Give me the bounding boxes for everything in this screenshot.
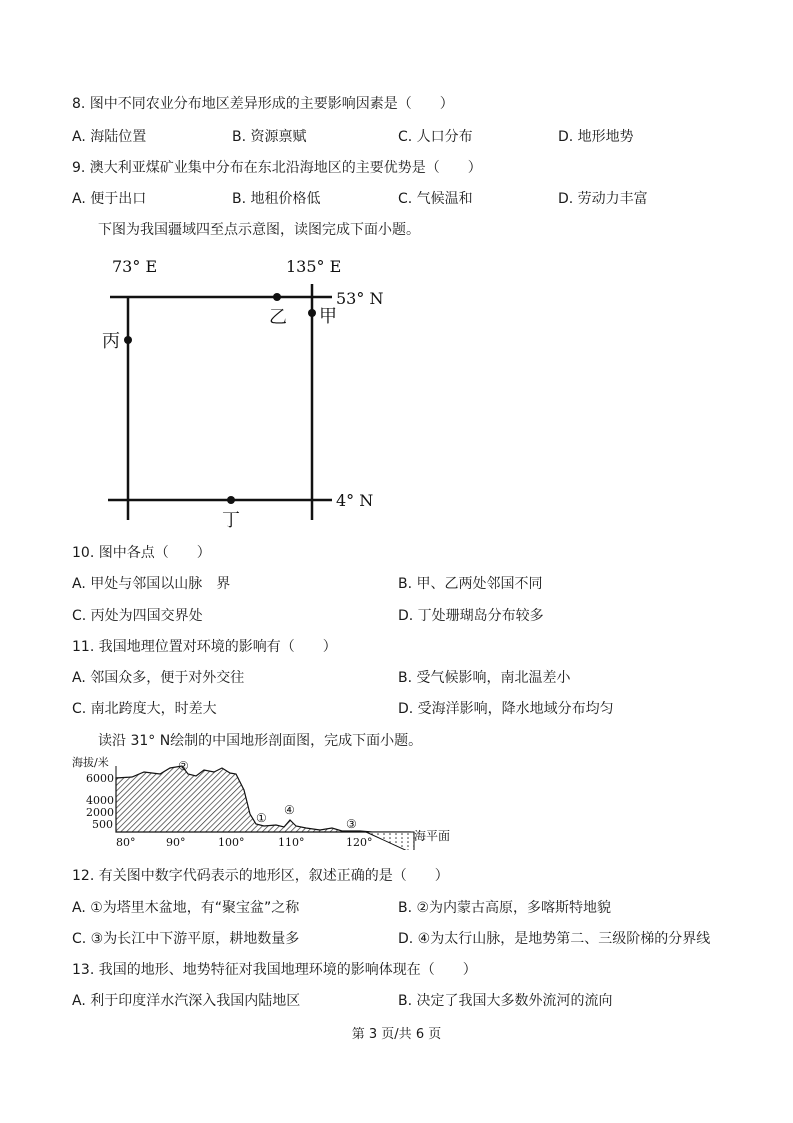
profile-xtick-110: 110° — [278, 836, 305, 849]
question-10-stem: 10. 图中各点（ ） — [72, 545, 211, 561]
point-bing-dot — [124, 336, 132, 344]
profile-marker-1: ① — [256, 811, 267, 825]
question-12-option-c: C. ③为长江中下游平原，耕地数量多 — [72, 931, 300, 947]
question-11-option-c: C. 南北跨度大，时差大 — [72, 701, 217, 717]
profile-intro-text: 读沿 31° N绘制的中国地形剖面图，完成下面小题。 — [98, 733, 423, 749]
question-9-stem: 9. 澳大利亚煤矿业集中分布在东北沿海地区的主要优势是（ ） — [72, 160, 482, 176]
question-10-option-b: B. 甲、乙两处邻国不同 — [398, 576, 543, 592]
lat-top-label: 53° N — [336, 289, 384, 308]
profile-xtick-80: 80° — [116, 836, 136, 849]
question-11-option-a: A. 邻国众多，便于对外交往 — [72, 670, 245, 686]
question-10-option-c: C. 丙处为四国交界处 — [72, 608, 203, 624]
question-12-option-a: A. ①为塔里木盆地，有“聚宝盆”之称 — [72, 900, 300, 916]
question-9-option-a: A. 便于出口 — [72, 191, 147, 207]
question-12-stem: 12. 有关图中数字代码表示的地形区，叙述正确的是（ ） — [72, 868, 449, 884]
question-13-option-b: B. 决定了我国大多数外流河的流向 — [398, 993, 613, 1009]
question-8-option-a: A. 海陆位置 — [72, 129, 147, 145]
page-footer: 第 3 页/共 6 页 — [351, 1027, 442, 1042]
point-yi-label: 乙 — [269, 307, 287, 328]
question-8-option-d: D. 地形地势 — [558, 129, 634, 145]
question-13-stem: 13. 我国的地形、地势特征对我国地理环境的影响体现在（ ） — [72, 962, 477, 978]
profile-ytick-4000: 4000 — [86, 794, 114, 807]
profile-y-axis-label: 海拔/米 — [72, 756, 109, 769]
point-ding-dot — [227, 496, 235, 504]
point-jia-dot — [308, 309, 316, 317]
question-9-option-b: B. 地租价格低 — [232, 191, 321, 207]
terrain-profile-chart — [70, 752, 470, 850]
question-12-option-b: B. ②为内蒙古高原，多喀斯特地貌 — [398, 900, 612, 916]
point-ding-label: 丁 — [222, 510, 240, 530]
profile-marker-3: ③ — [346, 817, 357, 831]
point-yi-dot — [273, 293, 281, 301]
question-10-option-a: A. 甲处与邻国以山脉 界 — [72, 576, 231, 592]
profile-xtick-120: 120° — [346, 836, 373, 849]
profile-ytick-6000: 6000 — [86, 772, 114, 785]
question-8-option-b: B. 资源禀赋 — [232, 129, 307, 145]
lon-right-label: 135° E — [286, 257, 342, 276]
profile-xtick-100: 100° — [218, 836, 245, 849]
profile-ytick-500: 500 — [92, 818, 113, 831]
question-13-option-a: A. 利于印度洋水汽深入我国内陆地区 — [72, 993, 301, 1009]
question-9-option-d: D. 劳动力丰富 — [558, 191, 648, 207]
question-12-option-d: D. ④为太行山脉，是地势第二、三级阶梯的分界线 — [398, 931, 711, 947]
profile-xtick-90: 90° — [166, 836, 186, 849]
sea-area — [366, 832, 414, 850]
question-11-option-d: D. 受海洋影响，降水地域分布均匀 — [398, 701, 614, 717]
map-intro-text: 下图为我国疆域四至点示意图，读图完成下面小题。 — [98, 222, 420, 238]
lat-bottom-label: 4° N — [336, 491, 374, 510]
question-10-option-d: D. 丁处珊瑚岛分布较多 — [398, 608, 544, 624]
question-11-stem: 11. 我国地理位置对环境的影响有（ ） — [72, 639, 337, 655]
point-bing-label: 丙 — [102, 331, 120, 352]
territory-extremities-map — [100, 250, 400, 530]
lon-left-label: 73° E — [112, 257, 158, 276]
question-9-option-c: C. 气候温和 — [398, 191, 473, 207]
question-8-option-c: C. 人口分布 — [398, 129, 473, 145]
profile-marker-4: ④ — [284, 803, 295, 817]
point-jia-label: 甲 — [319, 306, 337, 327]
sea-level-label: 海平面 — [414, 829, 451, 843]
question-8-stem: 8. 图中不同农业分布地区差异形成的主要影响因素是（ ） — [72, 96, 454, 112]
question-11-option-b: B. 受气候影响，南北温差小 — [398, 670, 571, 686]
profile-ytick-2000: 2000 — [86, 806, 114, 819]
profile-marker-2: ② — [178, 759, 189, 773]
